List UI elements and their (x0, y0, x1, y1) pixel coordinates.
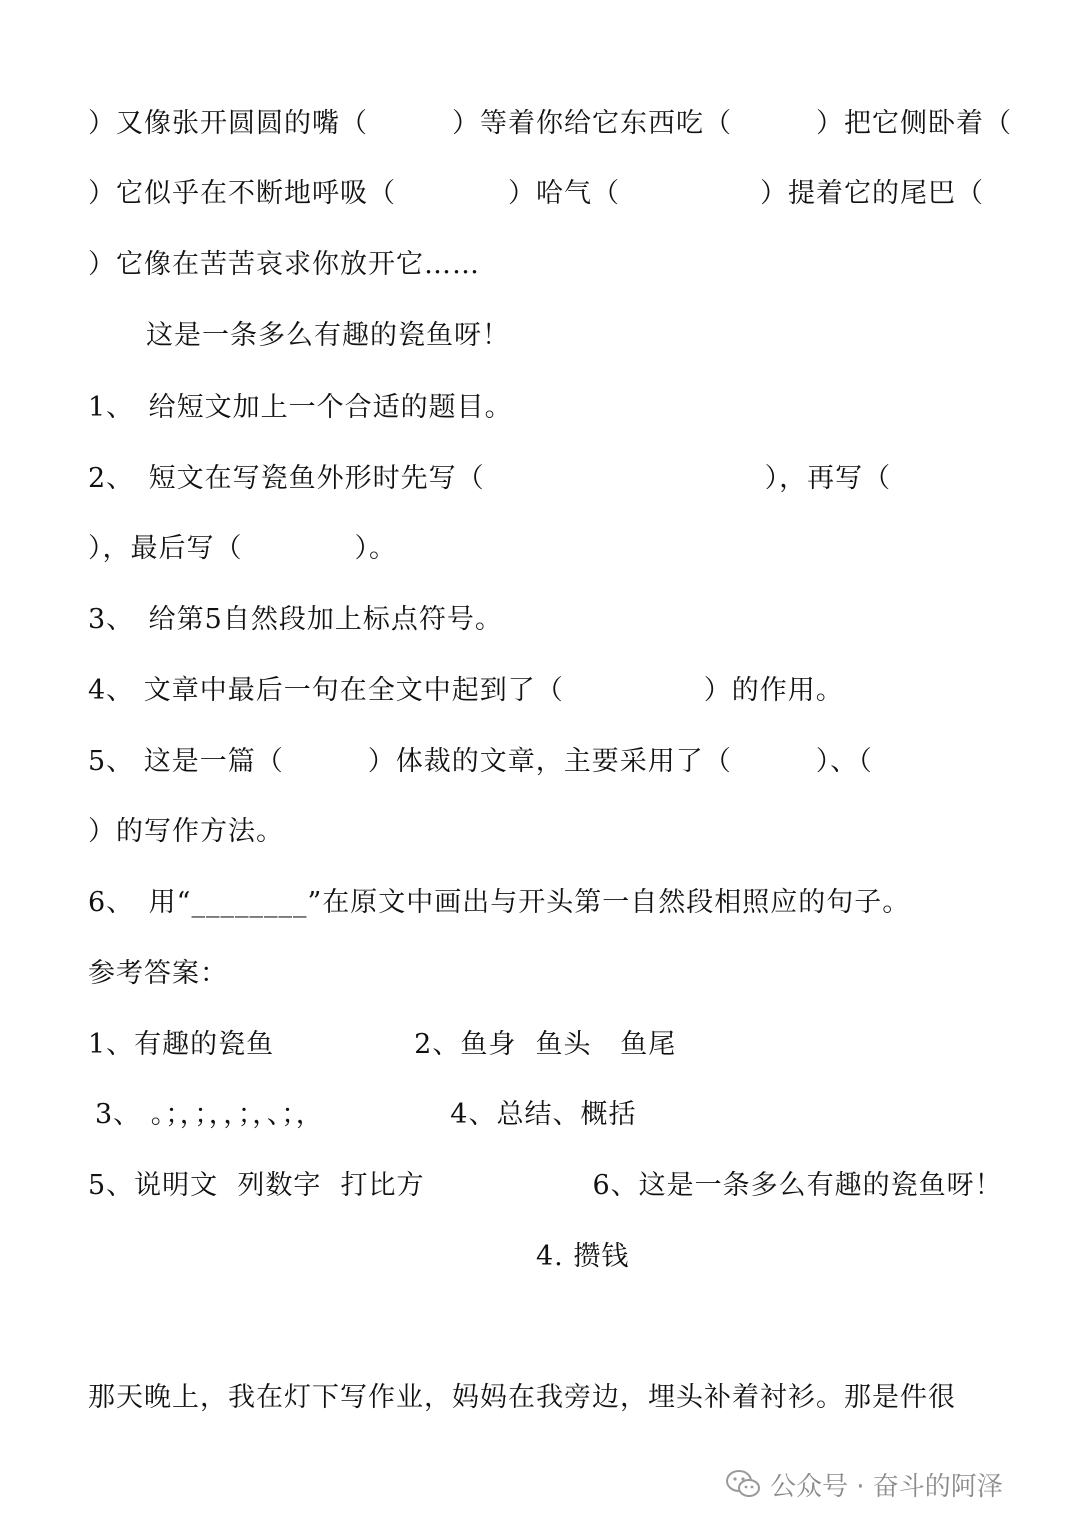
answer-line: 5、说明文 列数字 打比方 6、这是一条多么有趣的瓷鱼呀！ (88, 1170, 1003, 1201)
watermark (726, 1462, 1003, 1506)
text-line: 这是一条多么有趣的瓷鱼呀！ (146, 320, 510, 351)
text-line: ）它似乎在不断地呼吸（ ）哈气（ ）提着它的尾巴（ (88, 178, 984, 209)
section-title: 4. 攒钱 (536, 1241, 630, 1272)
question-1: 1、 给短文加上一个合适的题目。 (88, 392, 513, 423)
text-line: ）的写作方法。 (88, 816, 284, 847)
answer-line: 1、有趣的瓷鱼 2、鱼身 鱼头 鱼尾 (88, 1029, 677, 1060)
answer-line: 3、 。；，；，，；，、；， 4、总结、概括 (95, 1099, 637, 1130)
watermark-text: 公众号 · 奋斗的阿泽 (770, 1471, 1003, 1502)
answers-heading: 参考答案： (88, 958, 228, 989)
question-5: 5、 这是一篇（ ）体裁的文章，主要采用了（ ）、（ (88, 746, 873, 777)
wechat-icon (726, 1469, 760, 1499)
question-4: 4、 文章中最后一句在全文中起到了（ ）的作用。 (88, 675, 844, 706)
text-line: 那天晚上，我在灯下写作业，妈妈在我旁边，埋头补着衬衫。那是件很 (88, 1382, 956, 1413)
text-line: ）它像在苦苦哀求你放开它…… (88, 249, 480, 280)
text-line: ）又像张开圆圆的嘴（ ）等着你给它东西吃（ ）把它侧卧着（ (88, 108, 1012, 139)
question-6: 6、 用“________”在原文中画出与开头第一自然段相照应的句子。 (88, 887, 911, 918)
question-2: 2、 短文在写瓷鱼外形时先写（ ），再写（ (88, 463, 892, 494)
question-3: 3、 给第5自然段加上标点符号。 (88, 604, 503, 635)
text-line: ），最后写（ ）。 (88, 533, 397, 564)
